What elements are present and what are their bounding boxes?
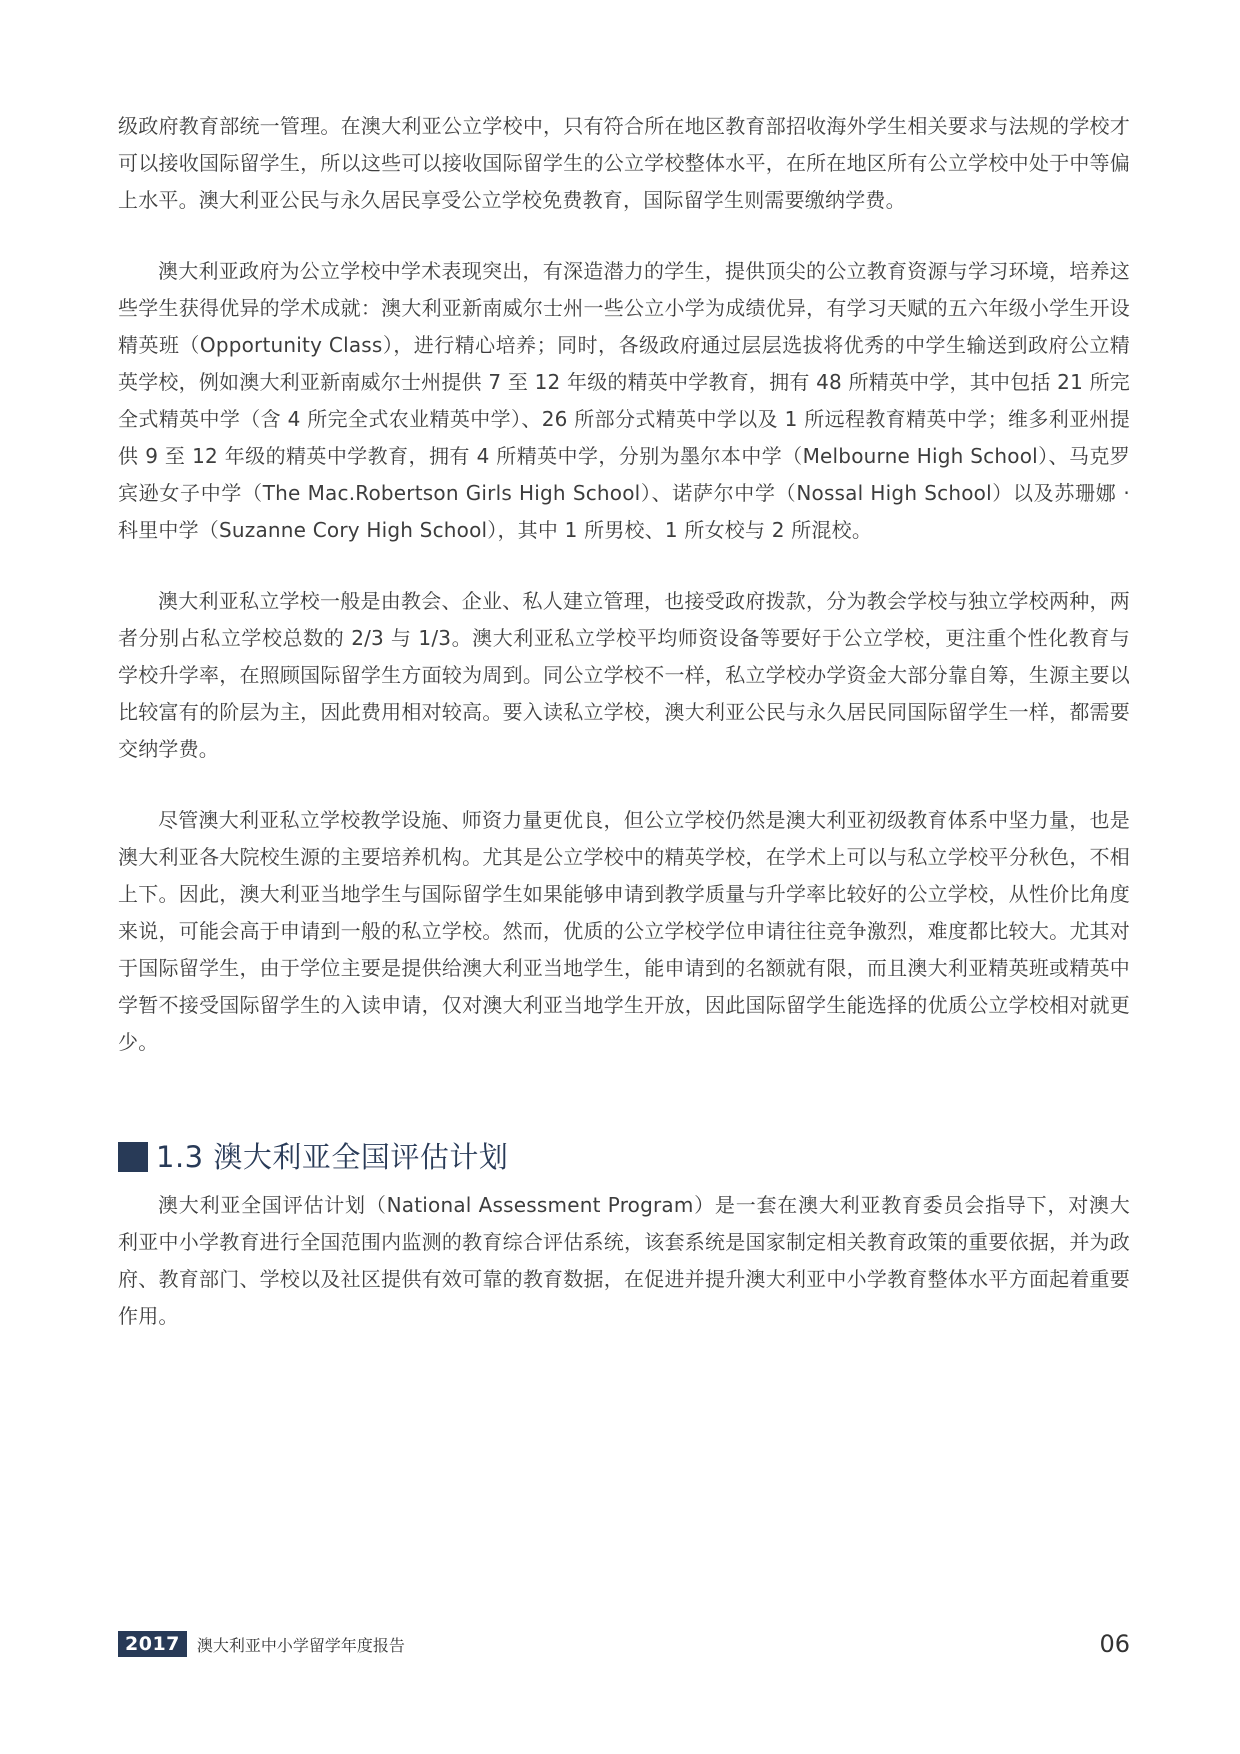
- page-number: 06: [1099, 1630, 1130, 1658]
- footer-report-title: 澳大利亚中小学留学年度报告: [196, 1635, 405, 1655]
- footer-year-badge: 2017: [118, 1631, 187, 1657]
- section-heading: [118, 1135, 1130, 1179]
- page-content: [118, 108, 1130, 1369]
- paragraph-private-schools: 澳大利亚私立学校一般是由教会、企业、私人建立管理，也接受政府拨款，分为教会学校与独立学校两种，两者分别占私立学校总数的 2/3 与 1/3。澳大利亚私立学校平均师资设备等要好于公立学校，更注重个性化教育与学校升学率，在照顾国际留学生方面较为周到。同公立学校不一样，私立学校办学资金大部分靠自筹，生源主要以比较富有的阶层为主，因此费用相对较高。要入读私立学校，澳大利亚公民与永久居民同国际留学生一样，都需要交纳学费。: [118, 589, 1130, 761]
- paragraph-public-school-admission: 级政府教育部统一管理。在澳大利亚公立学校中，只有符合所在地区教育部招收海外学生相关要求与法规的学校才可以接收国际留学生，所以这些可以接收国际留学生的公立学校整体水平，在所在地区所有公立学校中处于中等偏上水平。澳大利亚公民与永久居民享受公立学校免费教育，国际留学生则需要缴纳学费。: [118, 114, 1130, 212]
- paragraph-national-assessment-program: 澳大利亚全国评估计划（National Assessment Program）是一套在澳大利亚教育委员会指导下，对澳大利亚中小学教育进行全国范围内监测的教育综合评估系统，该套系统是国家制定相关教育政策的重要依据，并为政府、教育部门、学校以及社区提供有效可靠的教育数据，在促进并提升澳大利亚中小学教育整体水平方面起着重要作用。: [118, 1193, 1130, 1328]
- section-heading-text: 1.3 澳大利亚全国评估计划: [156, 1140, 509, 1174]
- heading-square-marker: [118, 1142, 148, 1172]
- paragraph-public-vs-private: 尽管澳大利亚私立学校教学设施、师资力量更优良，但公立学校仍然是澳大利亚初级教育体系中坚力量，也是澳大利亚各大院校生源的主要培养机构。尤其是公立学校中的精英学校，在学术上可以与私立学校平分秋色，不相上下。因此，澳大利亚当地学生与国际留学生如果能够申请到教学质量与升学率比较好的公立学校，从性价比角度来说，可能会高于申请到一般的私立学校。然而，优质的公立学校学位申请往往竞争激烈，难度都比较大。尤其对于国际留学生，由于学位主要是提供给澳大利亚当地学生，能申请到的名额就有限，而且澳大利亚精英班或精英中学暂不接受国际留学生的入读申请，仅对澳大利亚当地学生开放，因此国际留学生能选择的优质公立学校相对就更少。: [118, 808, 1130, 1054]
- page-footer: [118, 1629, 1130, 1659]
- paragraph-selective-schools: 澳大利亚政府为公立学校中学术表现突出，有深造潜力的学生，提供顶尖的公立教育资源与学习环境，培养这些学生获得优异的学术成就：澳大利亚新南威尔士州一些公立小学为成绩优异，有学习天赋的五六年级小学生开设精英班（Opportunity Class），进行精心培养；同时，各级政府通过层层选拔将优秀的中学生输送到政府公立精英学校，例如澳大利亚新南威尔士州提供 7 至 12 年级的精英中学教育，拥有 48 所精英中学，其中包括 21 所完全式精英中学（含 4 所完全式农业精英中学）、26 所部分式精英中学以及 1 所远程教育精英中学；维多利亚州提供 9 至 12 年级的精英中学教育，拥有 4 所精英中学，分别为墨尔本中学（Melbourne High School）、马克罗宾逊女子中学（The Mac.Robertson Girls High School）、诺萨尔中学（Nossal High School）以及苏珊娜 · 科里中学（Suzanne Cory High School），其中 1 所男校、1 所女校与 2 所混校。: [118, 259, 1130, 542]
